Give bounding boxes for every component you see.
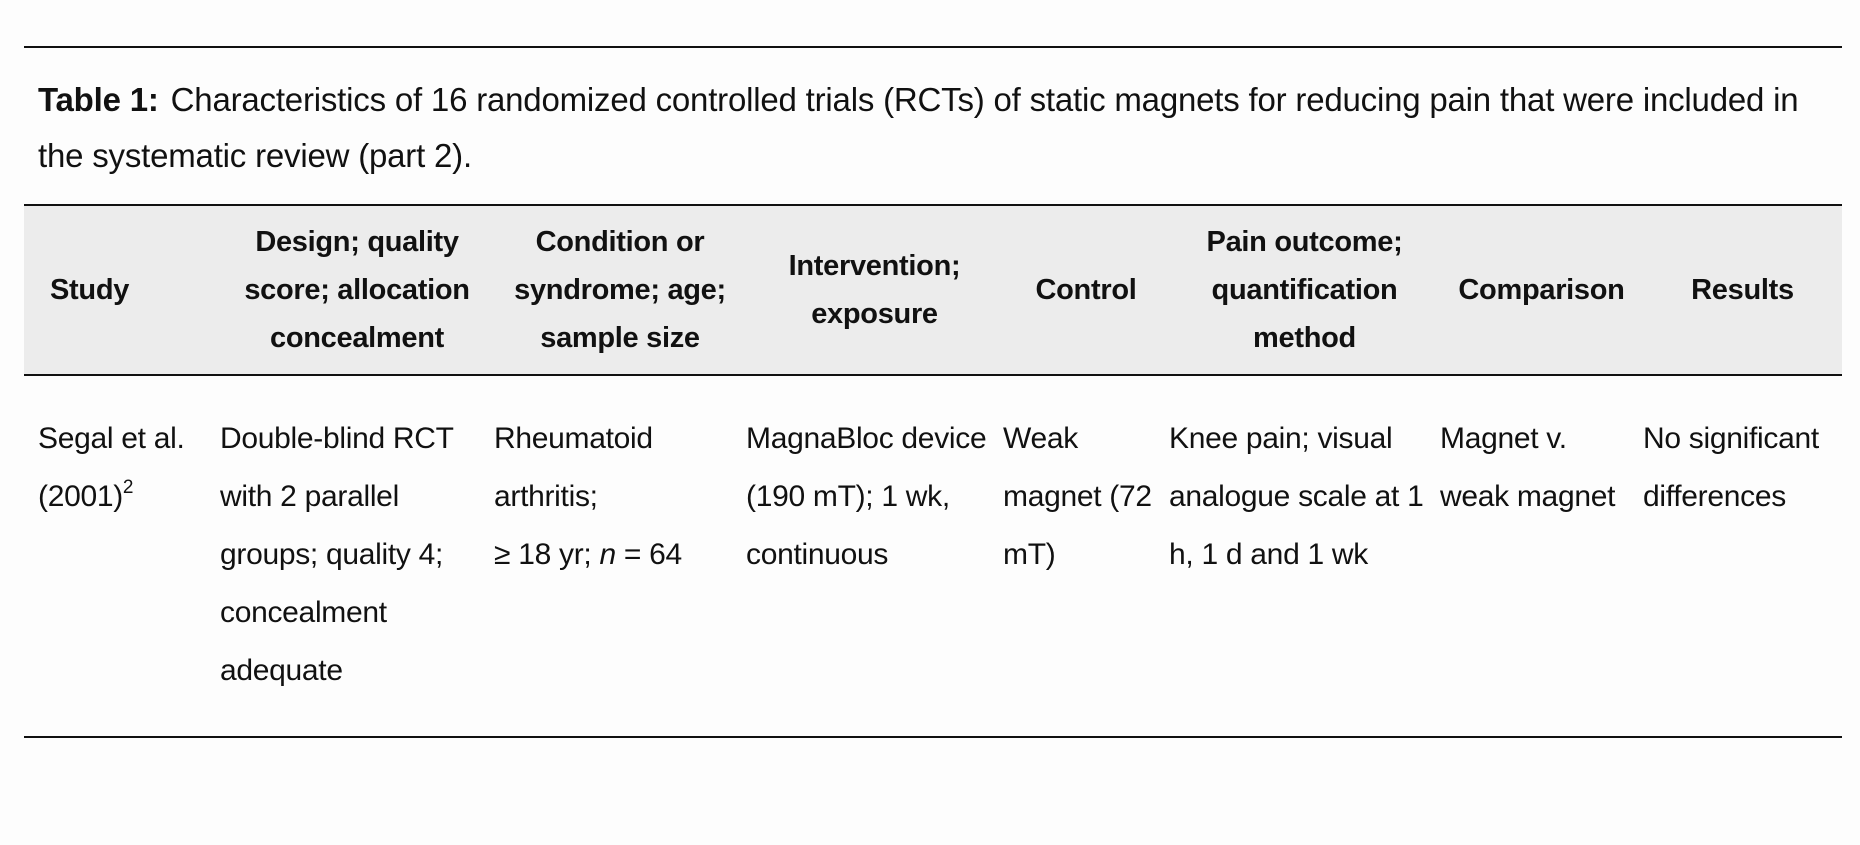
caption-label: Table 1: <box>38 81 159 118</box>
study-reference: 2 <box>122 477 134 498</box>
cell-results: No significant differences <box>1643 422 1819 513</box>
condition-n-symbol: n <box>599 538 616 571</box>
column-header-condition: Condition or syndrome; age; sample size <box>494 205 746 375</box>
column-header-control: Control <box>1003 205 1169 375</box>
column-header-comparison: Comparison <box>1440 205 1643 375</box>
column-header-study: Study <box>24 205 220 375</box>
table-figure <box>24 46 1842 738</box>
cell-intervention: MagnaBloc device (190 mT); 1 wk, continuous <box>746 422 987 571</box>
study-name: Segal et al. (2001) <box>38 422 185 513</box>
header-row <box>24 205 1842 375</box>
table-caption <box>38 72 1828 184</box>
cell-condition <box>494 375 746 737</box>
column-header-pain-outcome: Pain outcome; quantification method <box>1169 205 1440 375</box>
cell-study <box>24 375 220 737</box>
column-header-results: Results <box>1643 205 1842 375</box>
caption-text: Characteristics of 16 randomized controlled trials (RCTs) of static magnets for reducing pain that were included in the systematic review (part 2). <box>38 81 1799 174</box>
cell-control: Weak magnet (72 mT) <box>1003 422 1152 571</box>
column-header-design: Design; quality score; allocation concealment <box>220 205 494 375</box>
column-header-intervention: Intervention; exposure <box>746 205 1003 375</box>
condition-text: Rheumatoid arthritis; <box>494 422 653 513</box>
cell-design: Double-blind RCT with 2 parallel groups; quality 4; concealment adequate <box>220 422 454 687</box>
cell-pain-outcome: Knee pain; visual analogue scale at 1 h, 1 d and 1 wk <box>1169 422 1424 571</box>
table-row <box>24 375 1842 737</box>
condition-sample-size: = 64 <box>615 538 682 571</box>
characteristics-table <box>24 204 1842 738</box>
top-rule <box>24 46 1842 48</box>
condition-age: ≥ 18 yr; <box>494 538 600 571</box>
cell-comparison: Magnet v. weak magnet <box>1440 422 1616 513</box>
